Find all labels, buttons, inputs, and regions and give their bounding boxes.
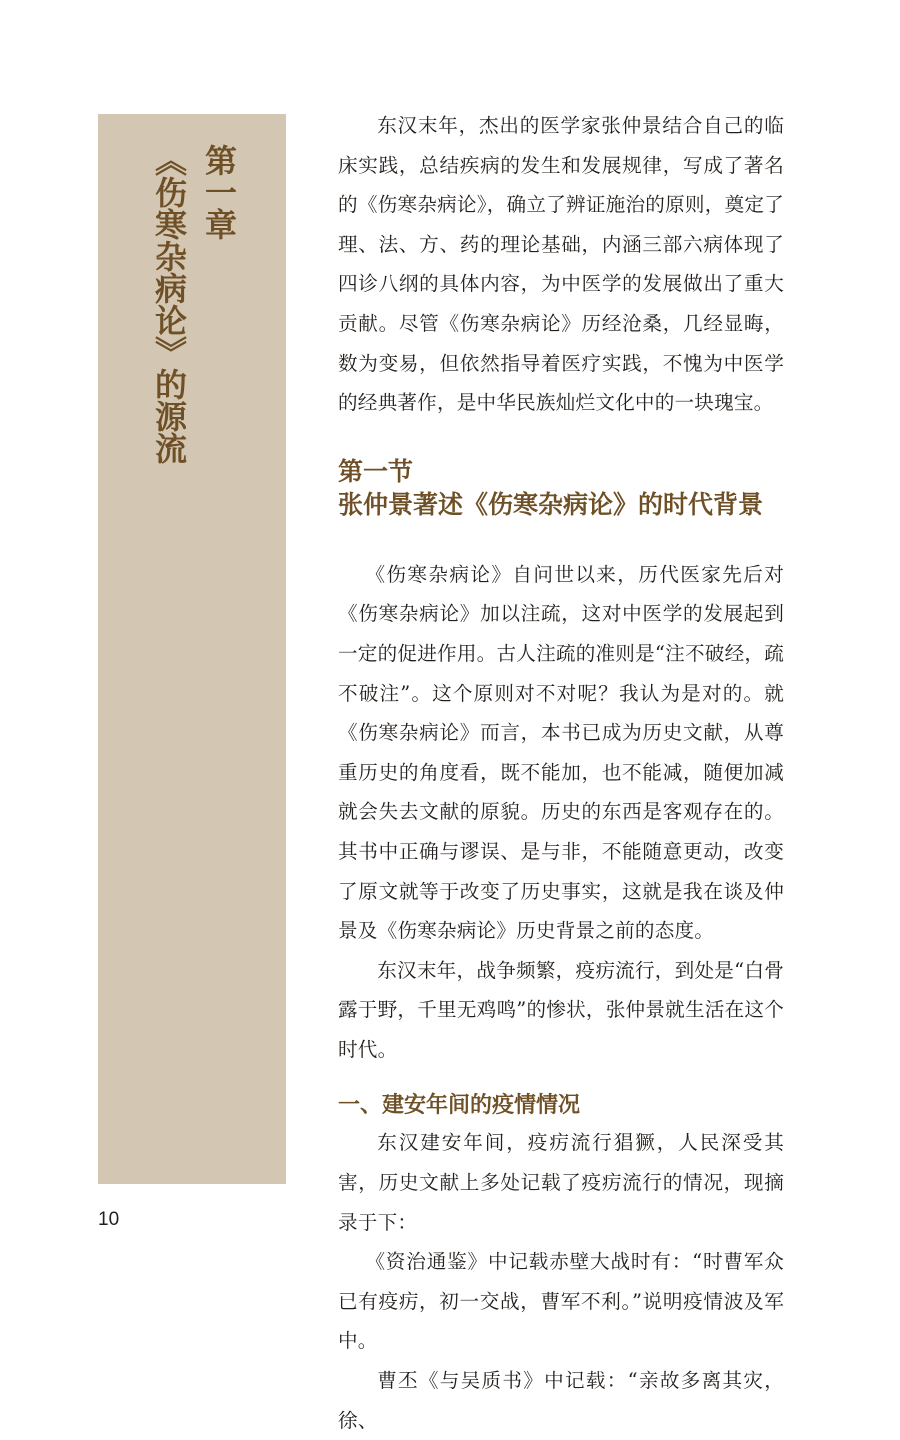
- chapter-label: 第一章: [200, 144, 238, 240]
- subsection-title: 一、建安年间的疫情情况: [338, 1092, 581, 1119]
- subsection-paragraph-1: 东汉建安年间，疫疠流行猖獗，人民深受其害，历史文献上多处记载了疫疠流行的情况，现摘录于下：: [338, 1131, 784, 1234]
- chapter-title: 《伤寒杂病论》的源流: [150, 144, 188, 464]
- spacer: [338, 1069, 784, 1087]
- spacer: [338, 523, 784, 555]
- section-label: 第一节: [338, 456, 414, 486]
- subsection-paragraph-3: 曹丕《与吴质书》中记载：“亲故多离其灾，徐、: [338, 1369, 784, 1432]
- main-text: [338, 106, 784, 1440]
- section-title: 张仲景著述《伤寒杂病论》的时代背景: [338, 489, 764, 519]
- spacer: [338, 423, 784, 457]
- chapter-sidebar: [98, 114, 286, 1184]
- subsection-paragraph-2: 《资治通鉴》中记载赤壁大战时有：“时曹军众已有疫疠，初一交战，曹军不利。”说明疫情波及军中。: [338, 1250, 784, 1353]
- intro-paragraph: 东汉末年，杰出的医学家张仲景结合自己的临床实践，总结疾病的发生和发展规律，写成了著名的《伤寒杂病论》，确立了辨证施治的原则，奠定了理、法、方、药的理论基础，内涵三部六病体现了四诊八纲的具体内容，为中医学的发展做出了重大贡献。尽管《伤寒杂病论》历经沧桑，几经显晦，数为变易，但依然指导着医疗实践，不愧为中医学的经典著作，是中华民族灿烂文化中的一块瑰宝。: [338, 114, 784, 415]
- page-number: 10: [98, 1209, 120, 1230]
- section-paragraph-1: 《伤寒杂病论》自问世以来，历代医家先后对《伤寒杂病论》加以注疏，这对中医学的发展起到一定的促进作用。古人注疏的准则是“注不破经，疏不破注”。这个原则对不对呢？我认为是对的。就《伤寒杂病论》而言，本书已成为历史文献，从尊重历史的角度看，既不能加，也不能减，随便加减就会失去文献的原貌。历史的东西是客观存在的。其书中正确与谬误、是与非，不能随意更动，改变了原文就等于改变了历史事实，这就是我在谈及仲景及《伤寒杂病论》历史背景之前的态度。: [338, 562, 784, 943]
- section-paragraph-2: 东汉末年，战争频繁，疫疠流行，到处是“白骨露于野，千里无鸡鸣”的惨状，张仲景就生活在这个时代。: [338, 958, 784, 1061]
